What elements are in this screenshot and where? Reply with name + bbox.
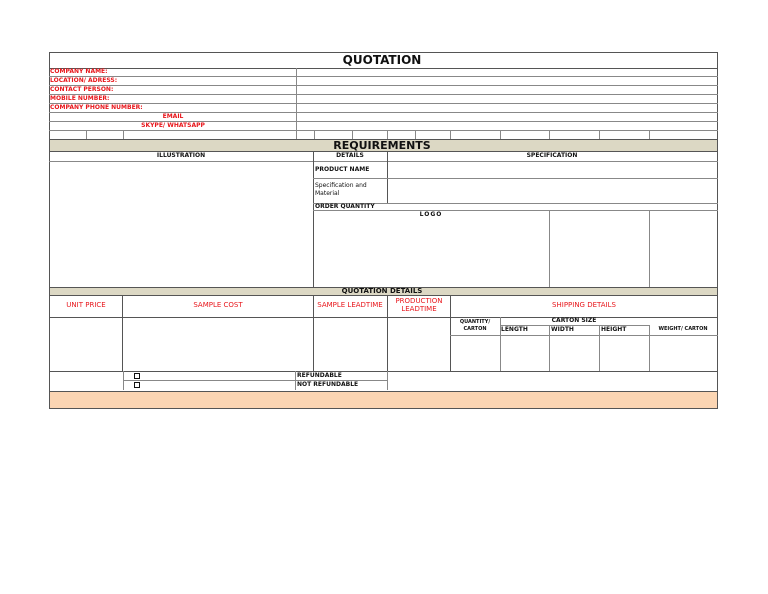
skype-whatsapp-label: SKYPE/ WHATSAPP xyxy=(141,122,205,129)
illustration-area[interactable] xyxy=(50,162,313,287)
quotation-details-title: QUOTATION DETAILS xyxy=(341,287,423,295)
cell-divider xyxy=(500,130,501,139)
column-divider xyxy=(649,325,650,371)
contact-person-label: CONTACT PERSON: xyxy=(50,86,114,93)
production-leadtime-header-1: PRODUCTION xyxy=(395,297,443,305)
product-name-field[interactable] xyxy=(388,162,717,178)
column-divider xyxy=(295,371,296,390)
shipping-details-header: SHIPPING DETAILS xyxy=(552,301,616,309)
quantity-carton-header-1: QUANTITY/ xyxy=(459,319,491,325)
requirements-title: REQUIREMENTS xyxy=(333,139,431,152)
sample-cost-header: SAMPLE COST xyxy=(193,301,243,309)
refundable-checkbox[interactable] xyxy=(134,373,140,379)
column-divider xyxy=(450,296,451,371)
carton-size-header: CARTON SIZE xyxy=(551,317,597,324)
cell-divider xyxy=(649,130,650,139)
column-divider xyxy=(549,210,550,287)
product-name-label: PRODUCT NAME xyxy=(315,166,370,173)
company-name-label: COMPANY NAME: xyxy=(50,68,108,75)
location-label: LOCATION/ ADRESS: xyxy=(50,77,118,84)
column-divider xyxy=(549,325,550,371)
sample-leadtime-cell[interactable] xyxy=(314,318,387,371)
row-line xyxy=(49,371,718,372)
unit-price-header: UNIT PRICE xyxy=(66,301,106,309)
company-phone-label: COMPANY PHONE NUMBER: xyxy=(50,104,143,111)
company-name-field[interactable] xyxy=(297,69,717,76)
cell-divider xyxy=(599,130,600,139)
not-refundable-checkbox[interactable] xyxy=(134,382,140,388)
mobile-number-field[interactable] xyxy=(297,95,717,103)
sample-cost-cell[interactable] xyxy=(123,318,313,371)
row-line xyxy=(49,130,718,131)
specification-header: SPECIFICATION xyxy=(526,152,578,159)
order-quantity-label: ORDER QUANTITY xyxy=(315,203,375,210)
spec-material-label-2: Material xyxy=(315,190,340,197)
spec-material-label-1: Specification and xyxy=(315,182,367,189)
height-header: HEIGHT xyxy=(601,326,627,333)
not-refundable-label: NOT REFUNDABLE xyxy=(297,381,359,388)
spec-material-field[interactable] xyxy=(388,179,717,203)
cell-divider xyxy=(415,130,416,139)
cell-divider xyxy=(86,130,87,139)
mobile-number-label: MOBILE NUMBER: xyxy=(50,95,110,102)
sample-leadtime-header: SAMPLE LEADTIME xyxy=(317,301,383,309)
cell-divider xyxy=(314,130,315,139)
email-field[interactable] xyxy=(297,113,717,121)
details-header: DETAILS xyxy=(336,152,364,159)
cell-divider xyxy=(352,130,353,139)
column-divider xyxy=(123,371,124,390)
footer-band xyxy=(50,391,717,408)
column-divider xyxy=(387,371,388,390)
email-label: EMAIL xyxy=(162,113,184,120)
cell-divider xyxy=(123,130,124,139)
logo-label: LOGO xyxy=(419,211,443,218)
cell-divider xyxy=(450,130,451,139)
illustration-header: ILLUSTRATION xyxy=(156,152,206,159)
refundable-label: REFUNDABLE xyxy=(297,372,342,379)
logo-area[interactable] xyxy=(314,211,549,287)
production-leadtime-cell[interactable] xyxy=(388,318,450,371)
quantity-carton-header-2: CARTON xyxy=(463,326,487,332)
weight-carton-header: WEIGHT/ CARTON xyxy=(658,326,708,332)
location-field[interactable] xyxy=(297,77,717,85)
row-line xyxy=(450,335,718,336)
page-title: QUOTATION xyxy=(342,53,422,67)
cell-divider xyxy=(549,130,550,139)
unit-price-cell[interactable] xyxy=(50,318,122,371)
production-leadtime-header-2: LEADTIME xyxy=(401,305,437,313)
company-phone-field[interactable] xyxy=(297,104,717,112)
skype-whatsapp-field[interactable] xyxy=(297,122,717,130)
width-header: WIDTH xyxy=(551,326,574,333)
column-divider xyxy=(649,210,650,287)
column-divider xyxy=(599,325,600,371)
contact-person-field[interactable] xyxy=(297,86,717,94)
cell-divider xyxy=(387,130,388,139)
length-header: LENGTH xyxy=(501,326,528,333)
